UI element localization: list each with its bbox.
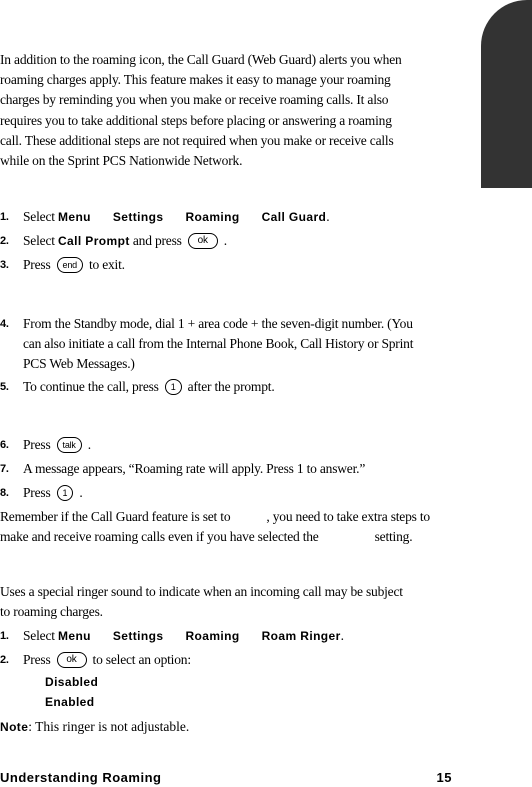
step-7: 7. A message appears, “Roaming rate will apply. Press 1 to answer.” xyxy=(0,461,366,476)
section-tab xyxy=(481,0,532,188)
page-number: 15 xyxy=(436,770,452,785)
intro-line: while on the Sprint PCS Nationwide Network. xyxy=(0,153,243,169)
intro-line: charges by reminding you when you make or receive roaming calls. It also xyxy=(0,92,389,108)
menu-path-item: Settings xyxy=(112,629,164,643)
step-1: 1. Select Menu Settings Roaming Call Guard. xyxy=(0,209,330,224)
step-5: 5. To continue the call, press 1 after the prompt. xyxy=(0,379,275,394)
intro-line: requires you to take additional steps before placing or answering a roaming xyxy=(0,112,392,128)
footer-title: Understanding Roaming xyxy=(0,770,162,785)
step-4: 4. From the Standby mode, dial 1 + area code + the seven-digit number. (You can also initiate a call from the Internal Phone Book, Call History or Sprint PCS Web Messages.) xyxy=(0,316,414,372)
option-disabled: Disabled xyxy=(45,675,99,689)
ringer-paragraph: Uses a special ringer sound to indicate when an incoming call may be subject to roaming charges. xyxy=(0,584,403,620)
intro-line: roaming charges apply. This feature makes it easy to manage your roaming xyxy=(0,72,391,88)
intro-line: In addition to the roaming icon, the Call Guard (Web Guard) alerts you when xyxy=(0,52,402,67)
option-enabled: Enabled xyxy=(45,695,95,709)
menu-path-item: Settings xyxy=(112,210,164,224)
end-key-icon: end xyxy=(57,257,83,273)
menu-path-item: Roam Ringer xyxy=(261,629,341,643)
talk-key-icon: talk xyxy=(57,437,82,453)
menu-path-item: Roaming xyxy=(185,629,240,643)
step-6: 6. Press talk . xyxy=(0,437,91,452)
page-footer xyxy=(0,770,452,785)
intro-line: call. These additional steps are not required when you make or receive calls xyxy=(0,132,394,148)
menu-path-item: Roaming xyxy=(185,210,240,224)
menu-path-item: Menu xyxy=(57,210,91,224)
ok-key-icon: ok xyxy=(57,652,87,668)
ringer-step-2: 2. Press ok to select an option: xyxy=(0,652,191,667)
step-2: 2. Select Call Prompt and press ok . xyxy=(0,233,227,248)
option-name: Call Prompt xyxy=(57,234,130,248)
step-8: 8. Press 1 . xyxy=(0,485,83,500)
note-label: Note xyxy=(0,720,29,734)
menu-path-item: Call Guard xyxy=(261,210,327,224)
intro-paragraph xyxy=(0,50,462,171)
ok-key-icon: ok xyxy=(188,233,218,249)
ringer-step-1: 1. Select Menu Settings Roaming Roam Ringer. xyxy=(0,628,344,643)
step-3: 3. Press end to exit. xyxy=(0,257,125,272)
note: Note: This ringer is not adjustable. xyxy=(0,719,190,734)
one-key-icon: 1 xyxy=(57,485,74,501)
one-key-icon: 1 xyxy=(165,379,182,395)
remember-paragraph: Remember if the Call Guard feature is set to , you need to take extra steps to make and receive roaming calls even if you have selected the setting. xyxy=(0,509,430,545)
menu-path-item: Menu xyxy=(57,629,91,643)
